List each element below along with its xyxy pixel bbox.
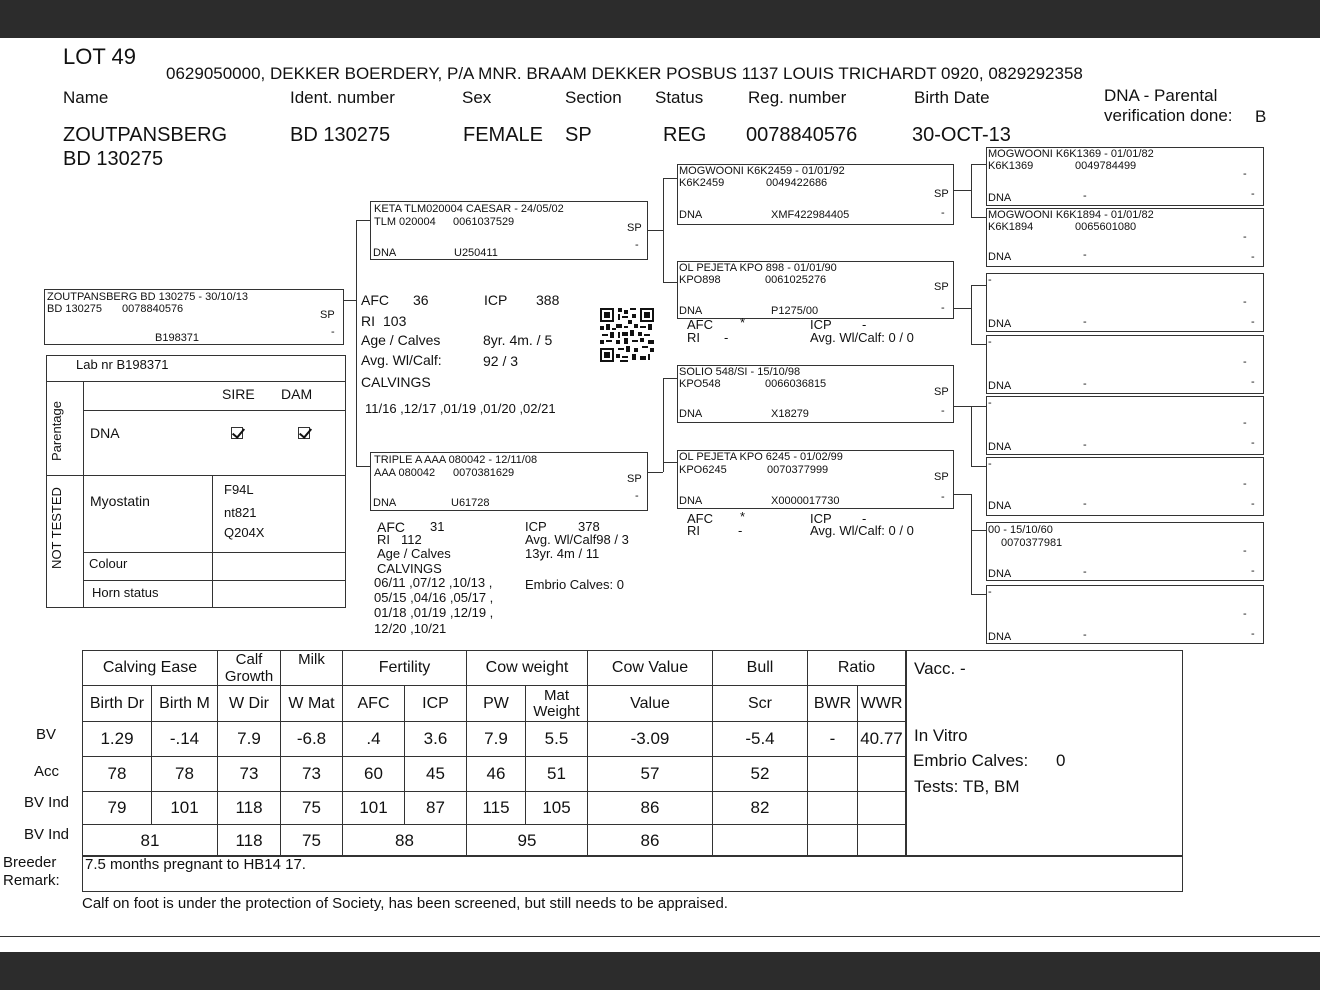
g1-reg: 0049422686: [766, 177, 828, 189]
row-bv: [83, 722, 906, 757]
animal-birth: 30-OCT-13: [912, 124, 1011, 146]
g3-sp: SP: [934, 386, 949, 398]
sire-calvings: 11/16 ,12/17 ,01/19 ,01/20 ,02/21: [365, 401, 556, 416]
acc-cell: 73: [218, 757, 281, 792]
dam-dna: DNA: [373, 497, 397, 509]
sire-ri-label: RI: [361, 313, 375, 329]
label-name: Name: [63, 88, 109, 107]
sire-avg-label: Avg. Wl/Calf:: [361, 352, 442, 368]
gg5-dash-b: -: [1083, 439, 1087, 451]
bv-cell: .4: [343, 722, 405, 757]
acc-cell: [808, 757, 858, 792]
g4-afc: *: [740, 509, 746, 524]
dam-dna-checkbox: [298, 427, 310, 439]
sire-afc: 36: [413, 292, 429, 308]
label-dna-1: DNA - Parental: [1104, 86, 1218, 105]
sub-value: Value: [588, 686, 713, 722]
self-box: [44, 289, 344, 345]
gg8-dash-c: -: [1251, 628, 1255, 640]
dam-age: 13yr. 4m / 11: [525, 546, 600, 561]
label-ident: Ident. number: [290, 88, 395, 107]
sire-ri: 103: [383, 313, 407, 329]
dam-dash: -: [635, 490, 639, 502]
dam-ri-label: RI: [377, 532, 390, 547]
label-birth: Birth Date: [914, 88, 990, 107]
sire-col: SIRE: [222, 386, 255, 402]
g2-ri-label: RI: [687, 330, 700, 345]
gg3-dna: DNA: [988, 318, 1012, 330]
grandparent-box-4: [677, 450, 954, 509]
dam-calv-3: 01/18 ,01/19 ,12/19 ,: [374, 605, 494, 620]
bv-cell: -: [808, 722, 858, 757]
ggp-box-7: [986, 522, 1264, 581]
label-section: Section: [565, 88, 622, 107]
gg3-dash-c: -: [1251, 316, 1255, 328]
g4-code: X0000017730: [771, 495, 840, 507]
gg7-dash-a: -: [1243, 545, 1247, 557]
acc-cell: 73: [281, 757, 343, 792]
row-acc: [83, 757, 906, 792]
ind2-cell: [713, 825, 808, 857]
bv-cell: -6.8: [281, 722, 343, 757]
g4-icp-label: ICP: [810, 511, 832, 526]
ggp-box-2: [986, 208, 1264, 267]
sire-icp: 388: [536, 292, 560, 308]
gg7-dash-b: -: [1083, 566, 1087, 578]
g2-avg: Avg. Wl/Calf: 0 / 0: [810, 330, 914, 345]
sub-birth-m: Birth M: [152, 686, 218, 722]
sire-calvings-label: CALVINGS: [361, 374, 431, 390]
ggp-box-4: [986, 335, 1264, 394]
col-calf-growth: Calf Growth: [218, 651, 281, 686]
acc-cell: 52: [713, 757, 808, 792]
gg5-dash-a: -: [1243, 417, 1247, 429]
gg7-dash-c: -: [1251, 565, 1255, 577]
bv-cell: -5.4: [713, 722, 808, 757]
grandparent-box-1: [677, 164, 954, 225]
sire-age-label: Age / Calves: [361, 332, 441, 348]
g4-reg: 0070377999: [767, 464, 829, 476]
g2-dna: DNA: [679, 305, 703, 317]
ind-cell: 101: [152, 792, 218, 825]
gg4-dash-c: -: [1251, 376, 1255, 388]
ggp-box-3: [986, 273, 1264, 332]
bv-cell: 7.9: [467, 722, 526, 757]
row-label-bv: BV: [36, 726, 57, 743]
label-status: Status: [655, 88, 704, 107]
animal-reg: 0078840576: [746, 124, 858, 146]
gg8-dash-b: -: [1083, 629, 1087, 641]
tests: Tests: TB, BM: [914, 777, 1020, 796]
dam-box: [370, 452, 648, 511]
self-title: ZOUTPANSBERG BD 130275 - 30/10/13: [47, 291, 248, 303]
g4-ri-label: RI: [687, 523, 700, 538]
g2-ri: -: [724, 330, 729, 345]
remark-label-1: Breeder: [3, 854, 57, 871]
sire-box: [370, 201, 648, 260]
self-reg: 0078840576: [122, 303, 184, 315]
not-tested-label: NOT TESTED: [49, 487, 64, 569]
gg8-dna: DNA: [988, 631, 1012, 643]
dna-value: B: [1255, 107, 1267, 126]
animal-name-2: BD 130275: [63, 148, 164, 170]
col-fertility: Fertility: [343, 651, 467, 686]
gg2-reg: 0065601080: [1075, 221, 1137, 233]
ind2-cell: 81: [83, 825, 218, 857]
q204x: Q204X: [224, 525, 265, 540]
grandparent-box-3: [677, 365, 954, 423]
dam-afc: 31: [430, 519, 445, 534]
g2-afc-label: AFC: [687, 317, 713, 332]
animal-ident: BD 130275: [290, 124, 391, 146]
ind-cell: 86: [588, 792, 713, 825]
sire-dna: DNA: [373, 247, 397, 259]
top-bar: [0, 0, 1320, 38]
gg7-reg: 0070377981: [1001, 537, 1063, 549]
gg2-dash-b: -: [1083, 249, 1087, 261]
g4-icp: -: [862, 511, 867, 526]
ind-cell: 79: [83, 792, 152, 825]
row-label-bv-ind: BV Ind: [24, 794, 70, 811]
gg1-title: MOGWOONI K6K1369 - 01/01/82: [988, 148, 1154, 160]
ind-cell: 105: [526, 792, 588, 825]
animal-sex: FEMALE: [463, 124, 544, 146]
ind-cell: 75: [281, 792, 343, 825]
g3-reg: 0066036815: [765, 378, 827, 390]
colour-label: Colour: [89, 556, 128, 571]
sire-afc-label: AFC: [361, 292, 389, 308]
bv-cell: 40.77: [858, 722, 906, 757]
nt821: nt821: [224, 505, 257, 520]
label-dna-2: verification done:: [1104, 106, 1233, 125]
owner-line: 0629050000, DEKKER BOERDERY, P/A MNR. BRAAM DEKKER POSBUS 1137 LOUIS TRICHARDT 0920, 0829292358: [166, 64, 1083, 83]
ind2-cell: 75: [281, 825, 343, 857]
g1-code: XMF422984405: [771, 209, 850, 221]
col-cow-value: Cow Value: [588, 651, 713, 686]
gg5-dna: DNA: [988, 441, 1012, 453]
self-sp: SP: [320, 309, 335, 321]
self-id: BD 130275: [47, 303, 103, 315]
dam-sp: SP: [627, 473, 642, 485]
sire-id: TLM 020004: [374, 216, 436, 228]
dam-age-label: Age / Calves: [377, 546, 451, 561]
gg6-dash-b: -: [1083, 498, 1087, 510]
self-lab: B198371: [155, 332, 200, 344]
ind2-cell: [808, 825, 858, 857]
bv-cell: -.14: [152, 722, 218, 757]
sire-dna-code: U250411: [454, 247, 498, 259]
qr-code-icon: [600, 308, 654, 362]
gg8-title: -: [988, 586, 992, 598]
sub-mat-weight: Mat Weight: [526, 686, 588, 722]
dam-icp: 378: [578, 519, 600, 534]
dna-row-label: DNA: [90, 425, 120, 441]
ggp-box-6: [986, 457, 1264, 516]
g4-id: KPO6245: [679, 464, 727, 476]
sub-wwr: WWR: [858, 686, 906, 722]
ind-cell: [808, 792, 858, 825]
g2-afc: *: [740, 315, 746, 330]
sub-icp: ICP: [405, 686, 467, 722]
gg3-dash-b: -: [1083, 316, 1087, 328]
parentage-label: Parentage: [49, 401, 64, 461]
gg4-dash-a: -: [1243, 356, 1247, 368]
dam-reg: 0070381629: [453, 467, 515, 479]
bottom-bar: [0, 952, 1320, 990]
acc-cell: 78: [152, 757, 218, 792]
g1-sp: SP: [934, 188, 949, 200]
sub-pw: PW: [467, 686, 526, 722]
animal-status: REG: [663, 124, 707, 146]
dam-calv-4: 12/20 ,10/21: [374, 621, 447, 636]
dam-calv-2: 05/15 ,04/16 ,05/17 ,: [374, 590, 494, 605]
lot-number: LOT 49: [63, 44, 136, 69]
ind2-cell: 118: [218, 825, 281, 857]
bv-cell: 1.29: [83, 722, 152, 757]
gg5-title: -: [988, 397, 992, 409]
acc-cell: 57: [588, 757, 713, 792]
sire-dash: -: [635, 239, 639, 251]
dam-ri: 112: [401, 532, 422, 547]
g2-title: OL PEJETA KPO 898 - 01/01/90: [679, 262, 837, 274]
embrio-calves-label: Embrio Calves:: [913, 751, 1029, 770]
acc-cell: 51: [526, 757, 588, 792]
gg6-dash-a: -: [1243, 478, 1247, 490]
gg7-dna: DNA: [988, 568, 1012, 580]
g3-dash: -: [941, 405, 945, 417]
gg1-dash-a: -: [1243, 168, 1247, 180]
gg2-dash-a: -: [1243, 231, 1247, 243]
g4-ri: -: [738, 523, 743, 538]
dam-calv-1: 06/11 ,07/12 ,10/13 ,: [374, 575, 493, 590]
gg4-dash-b: -: [1083, 378, 1087, 390]
sub-w-mat: W Mat: [281, 686, 343, 722]
row-bv-ind: [83, 792, 906, 825]
remark-label-2: Remark:: [3, 872, 60, 889]
col-cow-weight: Cow weight: [467, 651, 588, 686]
sire-title: KETA TLM020004 CAESAR - 24/05/02: [374, 203, 564, 215]
g2-sp: SP: [934, 281, 949, 293]
embrio-calves-value: 0: [1056, 751, 1066, 770]
sub-birth-dr: Birth Dr: [83, 686, 152, 722]
g4-avg: Avg. Wl/Calf: 0 / 0: [810, 523, 914, 538]
remark-text: 7.5 months pregnant to HB14 17.: [85, 856, 306, 873]
animal-name: ZOUTPANSBERG: [63, 124, 228, 146]
footer-divider: [0, 936, 1320, 937]
col-bull: Bull: [713, 651, 808, 686]
label-sex: Sex: [462, 88, 492, 107]
dam-icp-label: ICP: [525, 519, 547, 534]
dam-afc-label: AFC: [377, 519, 405, 535]
gg6-dna: DNA: [988, 500, 1012, 512]
g1-dash: -: [941, 207, 945, 219]
gg8-dash-a: -: [1243, 608, 1247, 620]
gg2-dna: DNA: [988, 251, 1012, 263]
g2-reg: 0061025276: [765, 274, 827, 286]
g2-icp: -: [862, 317, 867, 332]
dam-dna-code: U61728: [451, 497, 490, 509]
gg5-dash-c: -: [1251, 437, 1255, 449]
dam-id: AAA 080042: [374, 467, 436, 479]
ind-cell: 101: [343, 792, 405, 825]
gg3-title: -: [988, 274, 992, 286]
g2-id: KPO898: [679, 274, 721, 286]
ggp-box-8: [986, 585, 1264, 644]
bv-cell: -3.09: [588, 722, 713, 757]
bv-cell: 3.6: [405, 722, 467, 757]
grandparent-box-2: [677, 261, 954, 319]
col-milk: Milk: [281, 651, 343, 686]
animal-section: SP: [565, 124, 592, 146]
acc-cell: 60: [343, 757, 405, 792]
gg4-dna: DNA: [988, 380, 1012, 392]
dam-avg: Avg. Wl/Calf98 / 3: [525, 532, 629, 547]
myostatin-label: Myostatin: [90, 493, 150, 509]
row-bv-ind-combined: [83, 825, 906, 857]
ind2-cell: 88: [343, 825, 467, 857]
g1-dna: DNA: [679, 209, 703, 221]
ggp-box-5: [986, 396, 1264, 455]
gg7-title: 00 - 15/10/60: [988, 524, 1053, 536]
g4-sp: SP: [934, 471, 949, 483]
row-label-bv-ind-2: BV Ind: [24, 826, 70, 843]
gg2-title: MOGWOONI K6K1894 - 01/01/82: [988, 209, 1154, 221]
ind2-cell: [858, 825, 906, 857]
sire-reg: 0061037529: [453, 216, 515, 228]
g4-dna: DNA: [679, 495, 703, 507]
gg6-dash-c: -: [1251, 498, 1255, 510]
g3-dna: DNA: [679, 408, 703, 420]
row-label-acc: Acc: [34, 763, 60, 780]
g3-title: SOLIO 548/SI - 15/10/98: [679, 366, 801, 378]
dam-embrio: Embrio Calves: 0: [525, 577, 624, 592]
dam-calvings-label: CALVINGS: [377, 561, 442, 576]
gg2-id: K6K1894: [988, 221, 1034, 233]
ggp-box-1: [986, 147, 1264, 206]
g1-id: K6K2459: [679, 177, 725, 189]
sire-icp-label: ICP: [484, 292, 508, 308]
g2-icp-label: ICP: [810, 317, 832, 332]
lab-nr: Lab nr B198371: [76, 357, 169, 372]
in-vitro: In Vitro: [914, 726, 968, 745]
gg2-dash-c: -: [1251, 251, 1255, 263]
vacc: Vacc. -: [914, 659, 966, 678]
dam-col: DAM: [281, 386, 313, 402]
sire-dna-checkbox: [231, 427, 243, 439]
gg1-dash-b: -: [1083, 190, 1087, 202]
gg4-title: -: [988, 336, 992, 348]
gg1-id: K6K1369: [988, 160, 1034, 172]
acc-cell: 45: [405, 757, 467, 792]
sub-scr: Scr: [713, 686, 808, 722]
ind-cell: 115: [467, 792, 526, 825]
ind-cell: [858, 792, 906, 825]
dam-title: TRIPLE A AAA 080042 - 12/11/08: [374, 454, 538, 466]
ind-cell: 82: [713, 792, 808, 825]
sub-afc: AFC: [343, 686, 405, 722]
g3-id: KPO548: [679, 378, 721, 390]
breeding-values-table: [82, 650, 906, 857]
label-reg: Reg. number: [748, 88, 847, 107]
gg1-dna: DNA: [988, 192, 1012, 204]
col-calving-ease: Calving Ease: [83, 651, 218, 686]
bv-cell: 7.9: [218, 722, 281, 757]
self-dash: -: [331, 326, 335, 338]
ind-cell: 118: [218, 792, 281, 825]
acc-cell: 46: [467, 757, 526, 792]
ind-cell: 87: [405, 792, 467, 825]
gg6-title: -: [988, 458, 992, 470]
acc-cell: [858, 757, 906, 792]
ind2-cell: 95: [467, 825, 588, 857]
g4-dash: -: [941, 491, 945, 503]
sire-sp: SP: [627, 222, 642, 234]
gg1-reg: 0049784499: [1075, 160, 1137, 172]
gg3-dash-a: -: [1243, 296, 1247, 308]
g1-title: MOGWOONI K6K2459 - 01/01/92: [679, 165, 845, 177]
gg1-dash-c: -: [1251, 188, 1255, 200]
ind2-cell: 86: [588, 825, 713, 857]
acc-cell: 78: [83, 757, 152, 792]
f94l: F94L: [224, 482, 254, 497]
bv-cell: 5.5: [526, 722, 588, 757]
sub-bwr: BWR: [808, 686, 858, 722]
g4-title: OL PEJETA KPO 6245 - 01/02/99: [679, 451, 843, 463]
sire-avg: 92 / 3: [483, 353, 519, 369]
g3-code: X18279: [771, 408, 809, 420]
col-ratio: Ratio: [808, 651, 906, 686]
sire-age: 8yr. 4m. / 5: [483, 332, 553, 348]
g2-code: P1275/00: [771, 305, 819, 317]
horn-label: Horn status: [92, 585, 159, 600]
sub-w-dir: W Dir: [218, 686, 281, 722]
footer-note: Calf on foot is under the protection of Society, has been screened, but still needs to be appraised.: [82, 895, 728, 912]
g2-dash: -: [941, 302, 945, 314]
g4-afc-label: AFC: [687, 511, 713, 526]
